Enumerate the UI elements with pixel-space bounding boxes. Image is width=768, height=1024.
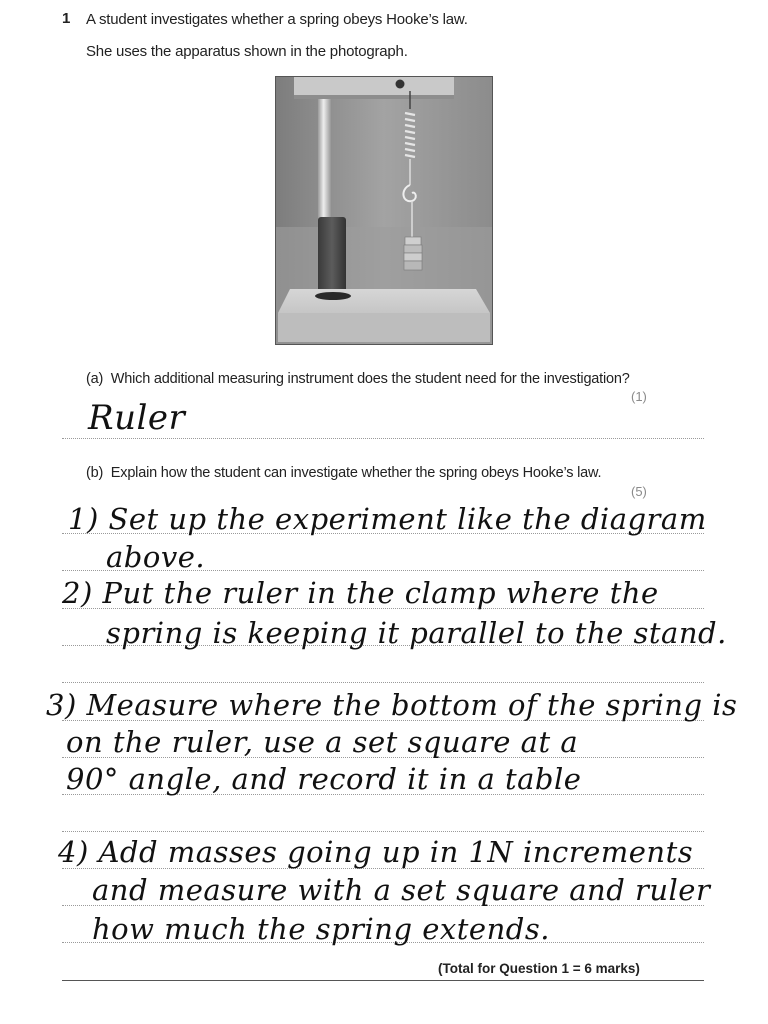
part-a-answer: Ruler: [88, 398, 186, 438]
part-b-question: [86, 465, 601, 481]
apparatus-text: She uses the apparatus shown in the photograph.: [86, 43, 408, 60]
handwritten-answer-line: 90° angle, and record it in a table: [66, 762, 582, 796]
part-b-marks: (5): [631, 484, 647, 499]
total-marks: (Total for Question 1 = 6 marks): [438, 961, 640, 976]
handwritten-answer-line: 4) Add masses going up in 1N increments: [58, 835, 694, 869]
part-b-label: (b): [86, 465, 104, 481]
handwritten-answer-line: 1) Set up the experiment like the diagram: [68, 502, 707, 536]
answer-line: [62, 438, 704, 439]
question-end-rule: [62, 980, 704, 981]
handwritten-answer-line: on the ruler, use a set square at a: [66, 725, 579, 759]
part-a-marks: (1): [631, 389, 647, 404]
answer-line: [62, 682, 704, 683]
handwritten-answer-line: and measure with a set square and ruler: [92, 873, 711, 907]
apparatus-photo-drawing: [276, 77, 492, 344]
part-a-label: (a): [86, 371, 104, 387]
part-a-text: Which additional measuring instrument does the student need for the investigation?: [110, 371, 630, 387]
handwritten-answer-line: how much the spring extends.: [92, 912, 550, 946]
part-b-text: Explain how the student can investigate whether the spring obeys Hooke’s law.: [110, 465, 602, 481]
handwritten-answer-line: 3) Measure where the bottom of the spring is: [46, 688, 738, 722]
part-a-question: [86, 371, 630, 387]
handwritten-answer-line: above.: [106, 540, 206, 574]
handwritten-answer-line: spring is keeping it parallel to the stand.: [106, 616, 727, 650]
handwritten-answer-line: 2) Put the ruler in the clamp where the: [62, 576, 659, 610]
answer-line: [62, 831, 704, 832]
question-intro: A student investigates whether a spring obeys Hooke’s law.: [86, 11, 468, 28]
question-number: 1: [62, 10, 71, 27]
apparatus-photo: [275, 76, 493, 345]
